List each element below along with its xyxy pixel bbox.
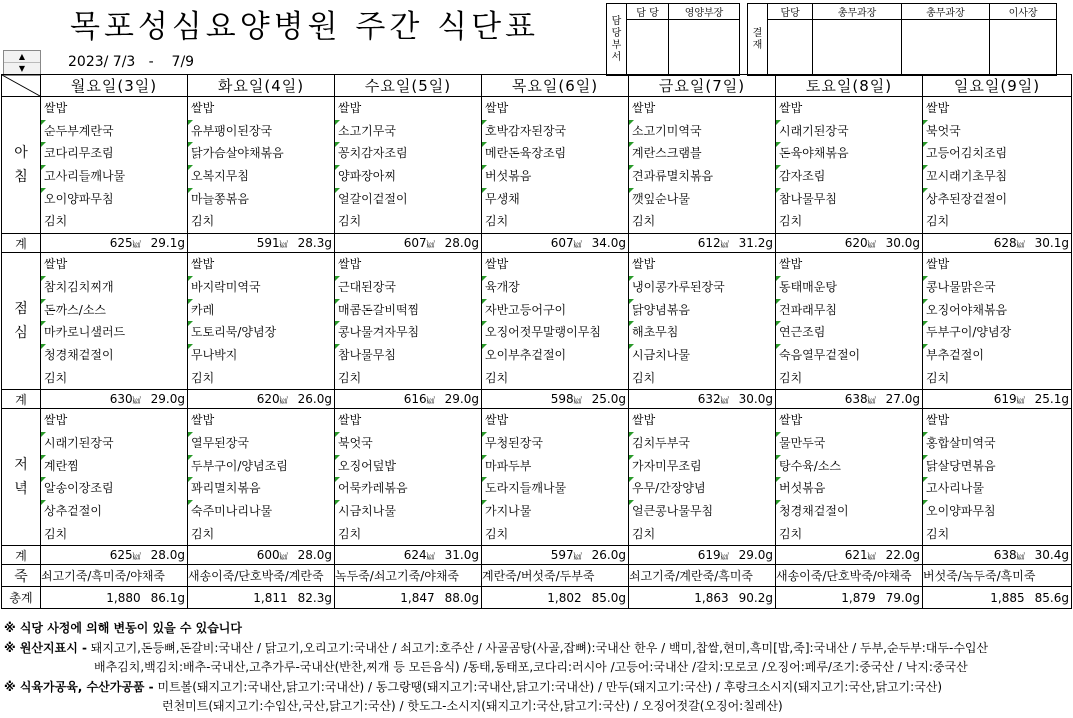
menu-item: 북엇국 (335, 432, 481, 455)
menu-item: 알송이장조림 (41, 477, 187, 500)
menu-item: 닭양념볶음 (629, 299, 775, 322)
menu-item: 쌀밥 (632, 101, 656, 115)
approval-sign-cell[interactable] (901, 20, 989, 76)
total-kcal: 1,863 (694, 590, 729, 605)
protein-value: 28.3g (297, 236, 332, 251)
menu-item: 닭가슴살야채볶음 (188, 142, 334, 165)
protein-value: 28.0g (297, 548, 332, 563)
protein-value: 30.0g (738, 392, 773, 407)
total-cell (188, 587, 335, 609)
total-protein: 85.0g (591, 590, 626, 605)
menu-item: 쌀밥 (338, 257, 362, 272)
dinner-menu-cell (335, 409, 482, 546)
lunch-label: 점 심 (2, 253, 41, 390)
kcal-value: 591㎉ (256, 236, 288, 251)
menu-item: 쌀밥 (485, 257, 509, 272)
menu-item: 김치 (926, 214, 950, 229)
notes-section (4, 619, 1070, 717)
menu-item: 시래기된장국 (776, 120, 922, 143)
menu-item: 쌀밥 (632, 413, 656, 428)
menu-item: 오이양파무침 (41, 188, 187, 211)
protein-value: 25.1g (1034, 392, 1069, 407)
menu-item: 쌀밥 (926, 257, 950, 272)
nutrition-sum-cell (629, 546, 776, 565)
protein-value: 27.0g (885, 392, 920, 407)
menu-item: 자반고등어구이 (482, 299, 628, 322)
total-kcal: 1,847 (400, 590, 435, 605)
day-header: 월요일(3일) (41, 75, 188, 97)
total-cell (41, 587, 188, 609)
breakfast-menu-cell (335, 97, 482, 234)
menu-item: 버섯볶음 (776, 477, 922, 500)
protein-value: 29.0g (150, 392, 185, 407)
lunch-menu-cell (188, 253, 335, 390)
menu-item: 김치 (44, 526, 68, 541)
total-kcal: 1,811 (253, 590, 288, 605)
approval-dept-side-label: 담 당 부 서 (607, 4, 627, 76)
total-protein: 85.6g (1034, 590, 1069, 605)
menu-item: 부추겉절이 (923, 344, 1071, 367)
notice-text: ※ 식당 사정에 의해 변동이 있을 수 있습니다 (4, 621, 242, 635)
menu-item: 냉이콩가루된장국 (629, 276, 775, 299)
nutrition-sum-cell (923, 546, 1072, 565)
breakfast-menu-cell (776, 97, 923, 234)
sum-label: 계 (2, 390, 41, 409)
menu-item: 소고기미역국 (629, 120, 775, 143)
sum-label: 계 (2, 546, 41, 565)
menu-item: 콩나물겨자무침 (335, 321, 481, 344)
kcal-value: 607㎉ (550, 236, 582, 251)
day-header: 수요일(5일) (335, 75, 482, 97)
menu-item: 오징어젓무말랭이무침 (482, 321, 628, 344)
menu-item: 상추겉절이 (41, 500, 187, 523)
menu-item: 김치 (191, 370, 215, 385)
menu-item: 북엇국 (923, 120, 1071, 143)
porridge-cell: 새송이죽/단호박죽/계란죽 (188, 565, 335, 587)
menu-item: 쌀밥 (779, 413, 803, 428)
day-header: 일요일(9일) (923, 75, 1072, 97)
menu-item: 쌀밥 (632, 257, 656, 272)
nutrition-sum-cell (776, 234, 923, 253)
menu-item: 무생채 (482, 188, 628, 211)
approval-sign-cell[interactable] (813, 20, 901, 76)
nutrition-sum-cell (776, 390, 923, 409)
total-kcal: 1,802 (547, 590, 582, 605)
date-spinner[interactable] (3, 50, 41, 76)
lunch-menu-cell (923, 253, 1072, 390)
total-protein: 90.2g (738, 590, 773, 605)
approval-header: 담 당 (627, 4, 669, 20)
menu-item: 매콤돈갈비떡찜 (335, 299, 481, 322)
protein-value: 30.1g (1034, 236, 1069, 251)
kcal-value: 628㎉ (993, 236, 1025, 251)
kcal-value: 597㎉ (550, 548, 582, 563)
spin-up-icon[interactable]: ▲ (4, 51, 40, 63)
breakfast-menu-cell (188, 97, 335, 234)
menu-item: 무나박지 (188, 344, 334, 367)
origin-line-1: ※ 원산지표시 - 돼지고기,돈등뼈,돈갈비:국내산 / 닭고기,오리고기:국내산 / 쇠고기:호주산 / 사골곰탕(사골,잡뼈):국내산 한우 / 백미,찹쌀,현미,흑미[밥,죽]:국내산 / 두부,순두부:대두-수입산 (4, 640, 989, 655)
menu-item: 숙음열무겉절이 (776, 344, 922, 367)
lunch-menu-cell (335, 253, 482, 390)
menu-item: 쌀밥 (338, 413, 362, 428)
menu-item: 쌀밥 (779, 101, 803, 115)
total-cell (776, 587, 923, 609)
approval-box-sign (747, 3, 1057, 76)
nutrition-sum-cell (41, 234, 188, 253)
menu-item: 얼갈이겉절이 (335, 188, 481, 211)
nutrition-sum-cell (41, 390, 188, 409)
menu-item: 코다리무조림 (41, 142, 187, 165)
porridge-cell: 새송이죽/단호박죽/야채죽 (776, 565, 923, 587)
total-cell (482, 587, 629, 609)
lunch-menu-cell (776, 253, 923, 390)
menu-item: 쌀밥 (779, 257, 803, 272)
day-header: 금요일(7일) (629, 75, 776, 97)
total-row (2, 587, 1072, 609)
menu-item: 도라지들깨나물 (482, 477, 628, 500)
menu-item: 오복지무침 (188, 165, 334, 188)
nutrition-sum-cell (335, 390, 482, 409)
kcal-value: 612㎉ (697, 236, 729, 251)
kcal-value: 625㎉ (109, 548, 141, 563)
menu-item: 청경채겉절이 (41, 344, 187, 367)
nutrition-sum-cell (335, 546, 482, 565)
approval-header: 담당 (768, 4, 813, 20)
menu-item: 계란스크램블 (629, 142, 775, 165)
menu-item: 시래기된장국 (41, 432, 187, 455)
kcal-value: 616㎉ (403, 392, 435, 407)
lunch-menu-cell (629, 253, 776, 390)
menu-item: 김치 (191, 214, 215, 229)
menu-item: 소고기무국 (335, 120, 481, 143)
menu-item: 연근조림 (776, 321, 922, 344)
porridge-label: 죽 (2, 565, 41, 587)
kcal-value: 600㎉ (256, 548, 288, 563)
weekly-menu-table (1, 74, 1072, 609)
kcal-value: 625㎉ (109, 236, 141, 251)
menu-item: 마늘쫑볶음 (188, 188, 334, 211)
menu-item: 두부구이/양념장 (923, 321, 1071, 344)
kcal-value: 619㎉ (697, 548, 729, 563)
menu-item: 고사리들깨나물 (41, 165, 187, 188)
processed-line-1: ※ 식육가공육, 수산가공품 - 미트볼(돼지고기:국내산,닭고기:국내산) / 동그랑땡(돼지고기:국내산,닭고기:국내산) / 만두(돼지고기:국산) / 후랑크소시지(돼지고기:국산,닭고기:국산) (4, 679, 943, 694)
menu-item: 김치 (485, 370, 509, 385)
menu-item: 두부구이/양념조림 (188, 455, 334, 478)
menu-item: 동태매운탕 (776, 276, 922, 299)
protein-value: 25.0g (591, 392, 626, 407)
protein-value: 29.1g (150, 236, 185, 251)
protein-value: 28.0g (150, 548, 185, 563)
menu-item: 돈까스/소스 (41, 299, 187, 322)
menu-item: 김치 (191, 526, 215, 541)
breakfast-menu-cell (41, 97, 188, 234)
page-title: 목포성심요양병원 주간 식단표 (70, 9, 540, 45)
menu-item: 김치 (338, 214, 362, 229)
menu-item: 열무된장국 (188, 432, 334, 455)
dinner-label: 저 녁 (2, 409, 41, 546)
nutrition-sum-cell (482, 234, 629, 253)
approval-sign-cell[interactable] (669, 20, 740, 76)
porridge-cell: 녹두죽/쇠고기죽/야채죽 (335, 565, 482, 587)
menu-item: 시금치나물 (629, 344, 775, 367)
day-header-row (2, 75, 1072, 97)
nutrition-sum-cell (335, 234, 482, 253)
menu-item: 물만두국 (776, 432, 922, 455)
kcal-value: 621㎉ (844, 548, 876, 563)
menu-item: 닭살당면볶음 (923, 455, 1071, 478)
nutrition-sum-cell (923, 390, 1072, 409)
protein-value: 30.4g (1034, 548, 1069, 563)
breakfast-menu-cell (923, 97, 1072, 234)
menu-item: 깻잎순나물 (629, 188, 775, 211)
approval-box-dept (606, 3, 740, 76)
nutrition-sum-cell (629, 234, 776, 253)
total-protein: 88.0g (444, 590, 479, 605)
porridge-cell: 버섯죽/녹두죽/흑미죽 (923, 565, 1072, 587)
kcal-value: 607㎉ (403, 236, 435, 251)
menu-item: 유부팽이된장국 (188, 120, 334, 143)
approval-sign-side-label: 결 재 (748, 4, 768, 76)
menu-item: 김치 (338, 526, 362, 541)
sum-label: 계 (2, 234, 41, 253)
protein-value: 29.0g (738, 548, 773, 563)
menu-item: 꼬시래기초무침 (923, 165, 1071, 188)
dinner-menu-cell (188, 409, 335, 546)
menu-item: 쌀밥 (191, 413, 215, 428)
menu-item: 김치 (632, 370, 656, 385)
menu-item: 감자조림 (776, 165, 922, 188)
menu-item: 청경채겉절이 (776, 500, 922, 523)
menu-item: 참나물무침 (335, 344, 481, 367)
menu-item: 버섯볶음 (482, 165, 628, 188)
kcal-value: 620㎉ (844, 236, 876, 251)
breakfast-sum-row (2, 234, 1072, 253)
menu-item: 쌀밥 (926, 413, 950, 428)
approval-sign-cell[interactable] (768, 20, 813, 76)
total-protein: 82.3g (297, 590, 332, 605)
protein-value: 28.0g (444, 236, 479, 251)
menu-item: 참치김치찌개 (41, 276, 187, 299)
protein-value: 31.2g (738, 236, 773, 251)
kcal-value: 624㎉ (403, 548, 435, 563)
menu-item: 쌀밥 (485, 101, 509, 115)
menu-item: 쌀밥 (191, 257, 215, 272)
menu-item: 홍합살미역국 (923, 432, 1071, 455)
menu-item: 고사리나물 (923, 477, 1071, 500)
menu-item: 근대된장국 (335, 276, 481, 299)
menu-item: 꽁치감자조림 (335, 142, 481, 165)
porridge-row (2, 565, 1072, 587)
menu-item: 마카로니샐러드 (41, 321, 187, 344)
dinner-menu-cell (776, 409, 923, 546)
origin-line-2: 배추김치,백김치:배추-국내산,고추가루-국내산(반찬,찌개 등 모든음식) /동태,동태포,코다리:러시아 /고등어:국내산 /갈치:모로코 /오징어:페루/조기:중국산 / 낙지:중국산 (94, 660, 968, 674)
total-protein: 79.0g (885, 590, 920, 605)
dinner-menu-cell (629, 409, 776, 546)
lunch-menu-cell (41, 253, 188, 390)
menu-item: 쌀밥 (338, 101, 362, 115)
menu-item: 김치 (632, 214, 656, 229)
protein-value: 22.0g (885, 548, 920, 563)
breakfast-menu-cell (629, 97, 776, 234)
protein-value: 34.0g (591, 236, 626, 251)
lunch-menu-cell (482, 253, 629, 390)
porridge-cell: 쇠고기죽/계란죽/흑미죽 (629, 565, 776, 587)
nutrition-sum-cell (188, 546, 335, 565)
breakfast-label: 아 침 (2, 97, 41, 234)
date-range: 2023/ 7/3 - 7/9 (68, 54, 195, 70)
kcal-value: 598㎉ (550, 392, 582, 407)
protein-value: 31.0g (444, 548, 479, 563)
menu-item: 돈육야채볶음 (776, 142, 922, 165)
menu-item: 김치 (44, 214, 68, 229)
menu-item: 순두부계란국 (41, 120, 187, 143)
protein-value: 30.0g (885, 236, 920, 251)
menu-item: 오징어야채볶음 (923, 299, 1071, 322)
menu-item: 견과류멸치볶음 (629, 165, 775, 188)
menu-item: 계란찜 (41, 455, 187, 478)
nutrition-sum-cell (188, 390, 335, 409)
menu-item: 호박감자된장국 (482, 120, 628, 143)
total-kcal: 1,880 (106, 590, 141, 605)
kcal-value: 632㎉ (697, 392, 729, 407)
menu-item: 마파두부 (482, 455, 628, 478)
menu-item: 참나물무침 (776, 188, 922, 211)
menu-item: 쌀밥 (926, 101, 950, 115)
dinner-menu-cell (923, 409, 1072, 546)
total-label: 총계 (2, 587, 41, 609)
approval-header: 이사장 (990, 4, 1057, 20)
porridge-cell: 쇠고기죽/흑미죽/야채죽 (41, 565, 188, 587)
breakfast-menu-cell (482, 97, 629, 234)
approval-sign-cell[interactable] (990, 20, 1057, 76)
menu-item: 숙주미나리나물 (188, 500, 334, 523)
day-header: 화요일(4일) (188, 75, 335, 97)
lunch-sum-row (2, 390, 1072, 409)
menu-item: 무청된장국 (482, 432, 628, 455)
menu-item: 얼큰콩나물무침 (629, 500, 775, 523)
menu-item: 해초무침 (629, 321, 775, 344)
menu-item: 도토리묵/양념장 (188, 321, 334, 344)
menu-item: 오징어덮밥 (335, 455, 481, 478)
menu-item: 김치 (779, 370, 803, 385)
menu-item: 쌀밥 (191, 101, 215, 115)
dinner-menu-cell (41, 409, 188, 546)
corner-cell (2, 75, 41, 97)
menu-item: 김치 (926, 526, 950, 541)
nutrition-sum-cell (482, 390, 629, 409)
total-cell (629, 587, 776, 609)
menu-item: 김치 (485, 526, 509, 541)
processed-line-2: 런천미트(돼지고기:수입산,국산,닭고기:국산) / 핫도그-소시지(돼지고기:국산,닭고기:국산) / 오징어젓갈(오징어:칠레산) (162, 699, 783, 713)
kcal-value: 630㎉ (109, 392, 141, 407)
menu-item: 시금치나물 (335, 500, 481, 523)
approval-sign-cell[interactable] (627, 20, 669, 76)
nutrition-sum-cell (776, 546, 923, 565)
menu-item: 꽈리멸치볶음 (188, 477, 334, 500)
spin-down-icon[interactable]: ▼ (18, 64, 26, 73)
menu-item: 김치 (926, 370, 950, 385)
menu-item: 카레 (188, 299, 334, 322)
total-kcal: 1,879 (841, 590, 876, 605)
menu-item: 쌀밥 (44, 413, 68, 428)
menu-item: 건파래무침 (776, 299, 922, 322)
approval-header: 총무과장 (813, 4, 901, 20)
approval-header: 영양부장 (669, 4, 740, 20)
menu-item: 쌀밥 (44, 257, 68, 272)
protein-value: 29.0g (444, 392, 479, 407)
lunch-row (2, 253, 1072, 390)
menu-item: 바지락미역국 (188, 276, 334, 299)
menu-item: 김치두부국 (629, 432, 775, 455)
menu-item: 양파장아찌 (335, 165, 481, 188)
total-cell (923, 587, 1072, 609)
total-protein: 86.1g (150, 590, 185, 605)
menu-item: 김치 (779, 526, 803, 541)
protein-value: 26.0g (297, 392, 332, 407)
menu-item: 쌀밥 (44, 101, 68, 115)
dinner-row (2, 409, 1072, 546)
kcal-value: 619㎉ (993, 392, 1025, 407)
menu-item: 고등어김치조림 (923, 142, 1071, 165)
menu-item: 오이부추겉절이 (482, 344, 628, 367)
nutrition-sum-cell (188, 234, 335, 253)
kcal-value: 638㎉ (993, 548, 1025, 563)
breakfast-row (2, 97, 1072, 234)
menu-item: 우무/간장양념 (629, 477, 775, 500)
menu-item: 메란돈육장조림 (482, 142, 628, 165)
menu-item: 육개장 (482, 276, 628, 299)
menu-item: 탕수육/소스 (776, 455, 922, 478)
protein-value: 26.0g (591, 548, 626, 563)
menu-item: 오이양파무침 (923, 500, 1071, 523)
total-kcal: 1,885 (990, 590, 1025, 605)
kcal-value: 620㎉ (256, 392, 288, 407)
day-header: 목요일(6일) (482, 75, 629, 97)
menu-item: 김치 (632, 526, 656, 541)
nutrition-sum-cell (41, 546, 188, 565)
menu-item: 어묵카레볶음 (335, 477, 481, 500)
nutrition-sum-cell (629, 390, 776, 409)
menu-item: 김치 (485, 214, 509, 229)
total-cell (335, 587, 482, 609)
menu-item: 가지나물 (482, 500, 628, 523)
menu-item: 김치 (779, 214, 803, 229)
dinner-sum-row (2, 546, 1072, 565)
menu-item: 가자미무조림 (629, 455, 775, 478)
menu-item: 콩나물맑은국 (923, 276, 1071, 299)
porridge-cell: 계란죽/버섯죽/두부죽 (482, 565, 629, 587)
day-header: 토요일(8일) (776, 75, 923, 97)
kcal-value: 638㎉ (844, 392, 876, 407)
menu-item: 김치 (44, 370, 68, 385)
approval-header: 총무과장 (901, 4, 989, 20)
nutrition-sum-cell (482, 546, 629, 565)
menu-item: 김치 (338, 370, 362, 385)
menu-item: 상추된장겉절이 (923, 188, 1071, 211)
menu-item: 쌀밥 (485, 413, 509, 428)
dinner-menu-cell (482, 409, 629, 546)
nutrition-sum-cell (923, 234, 1072, 253)
